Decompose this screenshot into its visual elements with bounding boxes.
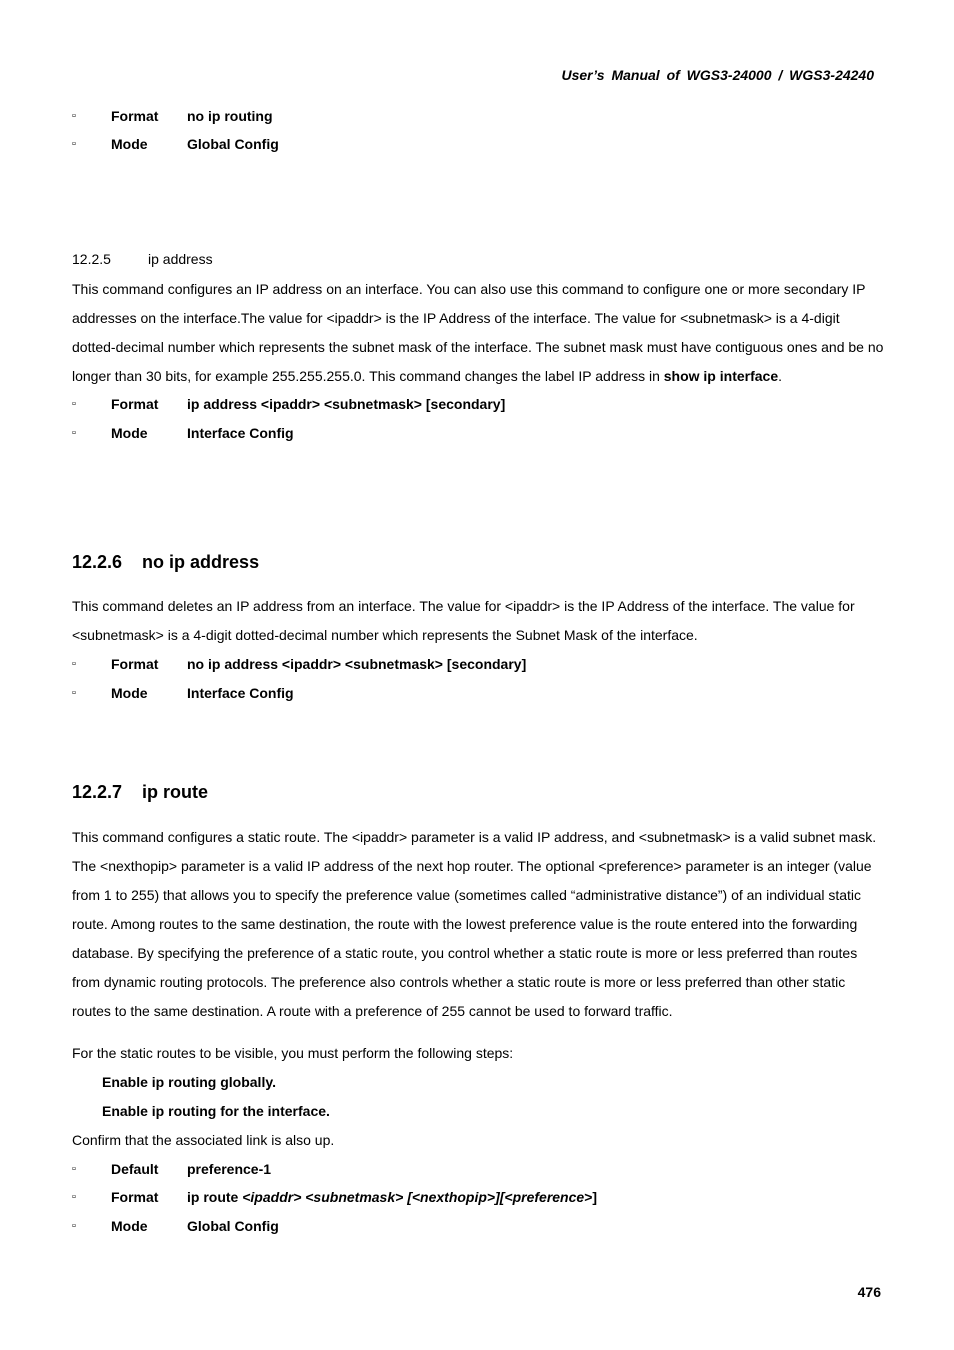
- bullet-icon: ▫: [72, 1220, 76, 1232]
- mode-value: Interface Config: [187, 685, 294, 701]
- page-number: 476: [857, 1284, 881, 1300]
- bullet-icon: ▫: [72, 1163, 76, 1175]
- format-command: ip route: [187, 1189, 243, 1205]
- mode-value: Global Config: [187, 1218, 279, 1234]
- mode-label: Mode: [111, 1218, 148, 1234]
- paragraph-text: This command configures an IP address on an interface. You can also use this command to configure one or more secondary IP addresses on the interface.The value for <ipaddr> is the IP Address of the interface. The value for <subnetmask> is a 4-digit dotted-decimal number which represents the subnet mask of the interface. The subnet mask must have contiguous ones and be no longer than 30 bits, for example 255.255.255.0. This command changes the label IP address in: [72, 281, 884, 384]
- format-closing: >]: [584, 1189, 598, 1205]
- section-heading-12-2-7: [72, 782, 208, 803]
- bullet-icon: ▫: [72, 427, 76, 439]
- section-heading-12-2-6: [72, 552, 259, 573]
- format-label: Format: [111, 1189, 159, 1205]
- step-item: Enable ip routing for the interface.: [102, 1103, 330, 1119]
- steps-intro: For the static routes to be visible, you must perform the following steps:: [72, 1045, 514, 1061]
- bullet-icon: ▫: [72, 687, 76, 699]
- section-title: ip route: [142, 782, 209, 802]
- mode-label: Mode: [111, 136, 148, 152]
- bullet-icon: ▫: [72, 1191, 76, 1203]
- section-paragraph: This command deletes an IP address from an interface. The value for <ipaddr> is the IP Address of the interface. The value for <subnetmask> is a 4-digit dotted-decimal number which represents the Subnet Mask of the interface.: [72, 598, 855, 643]
- section-title: no ip address: [142, 552, 260, 572]
- format-value: no ip address <ipaddr> <subnetmask> [secondary]: [187, 656, 527, 672]
- mode-label: Mode: [111, 685, 148, 701]
- format-value: ip address <ipaddr> <subnetmask> [secondary]: [187, 396, 506, 412]
- default-value: preference-1: [187, 1161, 272, 1177]
- bullet-icon: ▫: [72, 398, 76, 410]
- page-header: User’s Manual of WGS3-24000 / WGS3-24240: [561, 67, 874, 83]
- bullet-icon: ▫: [72, 138, 76, 150]
- bullet-icon: ▫: [72, 110, 76, 122]
- format-label: Format: [111, 108, 159, 124]
- section-paragraph: [72, 275, 886, 391]
- step-item: Enable ip routing globally.: [102, 1074, 276, 1090]
- mode-value: Global Config: [187, 136, 279, 152]
- paragraph-end: .: [778, 368, 782, 384]
- format-label: Format: [111, 396, 159, 412]
- confirm-text: Confirm that the associated link is also up.: [72, 1132, 335, 1148]
- section-title: ip address: [148, 251, 213, 267]
- format-arguments: <ipaddr> <subnetmask> [<nexthopip>][<preference: [242, 1189, 585, 1205]
- format-value: [187, 1187, 597, 1207]
- mode-value: Interface Config: [187, 425, 294, 441]
- paragraph-bold-command: show ip interface: [663, 368, 779, 384]
- section-number: 12.2.6: [72, 552, 123, 572]
- mode-label: Mode: [111, 425, 148, 441]
- default-label: Default: [111, 1161, 159, 1177]
- section-paragraph: This command configures a static route. The <ipaddr> parameter is a valid IP address, and <subnetmask> is a valid subnet mask. The <nexthopip> parameter is a valid IP address of the next hop router. The optional <preference> parameter is an integer (value from 1 to 255) that allows you to specify the preference value (sometimes called “administrative distance”) of an individual static route. Among routes to the same destination, the route with the lowest preference value is the route entered into the forwarding database. By specifying the preference of a static route, you control whether a static route is more or less preferred than routes from dynamic routing protocols. The preference also controls whether a static route is more or less preferred than other static routes to the same destination. A route with a preference of 255 cannot be used to forward traffic.: [72, 829, 877, 1019]
- bullet-icon: ▫: [72, 658, 76, 670]
- format-value: no ip routing: [187, 108, 273, 124]
- section-number: 12.2.5: [72, 251, 111, 267]
- section-number: 12.2.7: [72, 782, 123, 802]
- format-label: Format: [111, 656, 159, 672]
